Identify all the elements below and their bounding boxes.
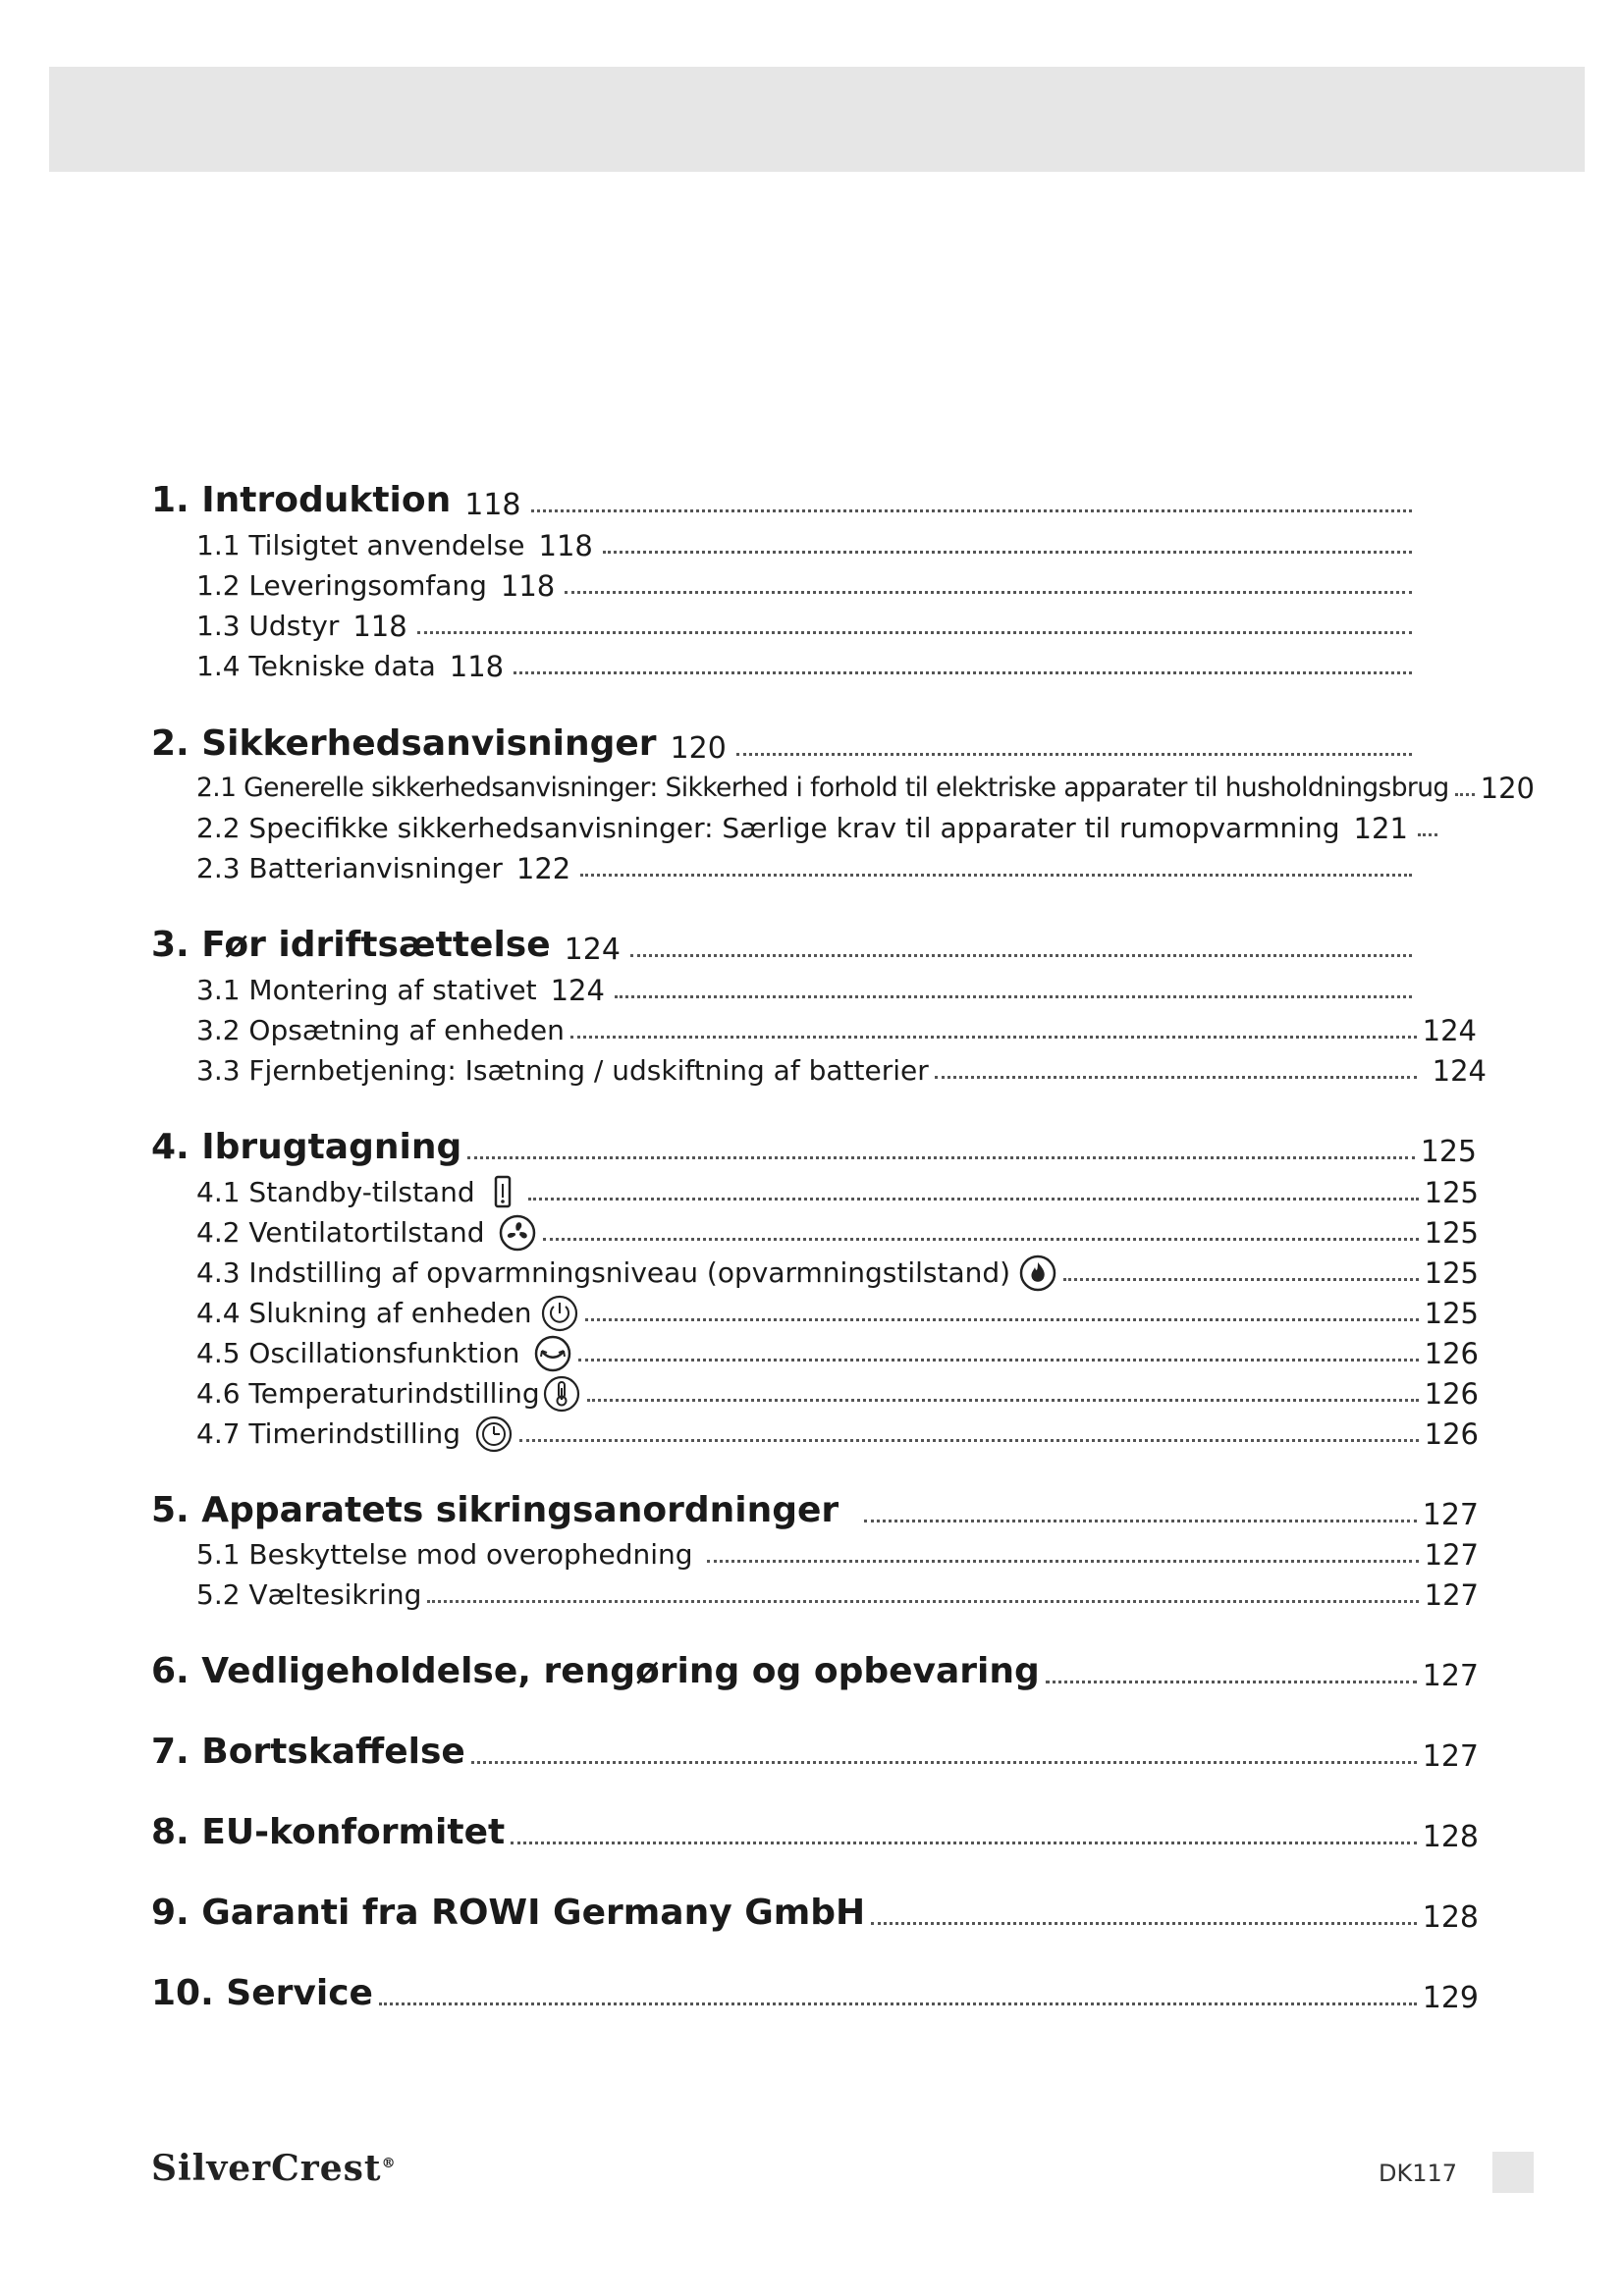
page-number: 125 (1424, 1216, 1479, 1250)
standby-icon (483, 1173, 522, 1212)
dot-leader (864, 1520, 1417, 1522)
dot-leader (531, 509, 1413, 512)
dot-leader (578, 1359, 1418, 1362)
section-title: 5. Apparatets sikringsanordninger (151, 1490, 839, 1530)
page-number: 120 (670, 731, 727, 766)
item-label: 1.2 Leveringsomfang (196, 569, 487, 602)
section-title: 2. Sikkerhedsanvisninger (151, 723, 657, 764)
page-number: 128 (1422, 1820, 1479, 1854)
item-label: 4.7 Timerindstilling (196, 1417, 460, 1450)
section-title: 8. EU-konformitet (151, 1812, 506, 1852)
toc-section-7[interactable] (151, 1725, 1479, 1774)
toc-item-4-7[interactable] (196, 1414, 1479, 1451)
section-title: 9. Garanti fra ROWI Germany GmbH (151, 1893, 866, 1933)
flame-icon (1018, 1254, 1057, 1293)
clock-icon (474, 1415, 514, 1454)
page-number: 120 (1480, 772, 1535, 805)
brand-logo (151, 2148, 397, 2189)
page-number: 127 (1422, 1659, 1479, 1693)
header-band (49, 67, 1585, 172)
toc-item-4-6[interactable] (196, 1373, 1479, 1411)
item-label: 4.3 Indstilling af opvarmningsniveau (opvarmningstilstand) (196, 1256, 1011, 1289)
dot-leader (585, 1318, 1419, 1321)
page-number: 126 (1424, 1417, 1479, 1451)
dot-leader (1418, 833, 1437, 836)
page-number: 126 (1424, 1337, 1479, 1370)
item-label: 4.2 Ventilatortilstand (196, 1216, 485, 1249)
toc-section-9[interactable] (151, 1886, 1479, 1935)
corner-tab (1492, 2152, 1534, 2193)
dot-leader (707, 1560, 1419, 1563)
toc-item-1-4[interactable] (196, 646, 1418, 683)
dot-leader (935, 1076, 1417, 1079)
page-number: 126 (1424, 1377, 1479, 1411)
page-number: 122 (515, 852, 571, 885)
power-icon (540, 1294, 579, 1333)
section-title: 10. Service (151, 1973, 373, 2013)
item-label: 1.3 Udstyr (196, 610, 340, 642)
item-label: 3.2 Opsætning af enheden (196, 1014, 565, 1046)
item-label: 1.4 Tekniske data (196, 650, 436, 682)
section-title: 6. Vedligeholdelse, rengøring og opbevaring (151, 1651, 1040, 1691)
dot-leader (514, 671, 1412, 674)
toc-item-5-1[interactable] (196, 1534, 1479, 1572)
dot-leader (379, 2002, 1417, 2005)
toc-item-2-1[interactable] (196, 768, 1535, 805)
brand-name: SilverCrest (151, 2148, 382, 2189)
dot-leader (519, 1439, 1419, 1442)
page-number: 129 (1422, 1981, 1479, 2015)
section-title: 4. Ibrugtagning (151, 1127, 462, 1167)
section-title: 1. Introduktion (151, 480, 452, 520)
toc-section-5[interactable] (151, 1483, 1479, 1532)
item-label: 2.1 Generelle sikkerhedsanvisninger: Sikkerhed i forhold til elektriske apparater til husholdningsbrug (196, 773, 1449, 803)
dot-leader (543, 1238, 1418, 1241)
item-label: 4.6 Temperaturindstilling (196, 1377, 540, 1410)
dot-leader (427, 1600, 1418, 1603)
toc-item-5-2[interactable] (196, 1575, 1479, 1612)
dot-leader (528, 1198, 1419, 1201)
item-label: 2.2 Specifikke sikkerhedsanvisninger: Særlige krav til apparater til rumopvarmning (196, 812, 1340, 844)
page-number: 124 (564, 933, 621, 967)
page-number: 125 (1424, 1297, 1479, 1330)
dot-leader (587, 1399, 1419, 1402)
item-label: 1.1 Tilsigtet anvendelse (196, 529, 525, 561)
page-number: 124 (550, 974, 605, 1007)
page-number: 128 (1422, 1900, 1479, 1935)
page-number: 124 (1422, 1014, 1477, 1047)
oscillation-icon (533, 1334, 572, 1373)
fan-icon (498, 1213, 537, 1253)
dot-leader (1063, 1278, 1419, 1281)
toc-item-3-3[interactable] (196, 1050, 1487, 1088)
dot-leader (565, 591, 1412, 594)
page-number: 127 (1422, 1498, 1479, 1532)
dot-leader (615, 995, 1412, 998)
toc-section-1[interactable] (151, 473, 1418, 522)
dot-leader (467, 1156, 1415, 1159)
page-number: 124 (1432, 1054, 1487, 1088)
page-number: 125 (1424, 1256, 1479, 1290)
section-title: 3. Før idriftsættelse (151, 925, 551, 965)
toc-section-3[interactable] (151, 918, 1418, 967)
toc-section-8[interactable] (151, 1805, 1479, 1854)
dot-leader (603, 551, 1412, 554)
page-number: 118 (538, 529, 593, 562)
dot-leader (630, 954, 1412, 957)
dot-leader (736, 753, 1412, 756)
page-number: 118 (464, 488, 521, 522)
page-number: 127 (1424, 1578, 1479, 1612)
dot-leader (570, 1036, 1417, 1039)
dot-leader (1455, 793, 1475, 796)
dot-leader (871, 1922, 1417, 1925)
toc-item-4-1[interactable] (196, 1172, 1479, 1209)
toc-section-4[interactable] (151, 1120, 1477, 1169)
toc-item-3-1[interactable] (196, 970, 1418, 1007)
registered-mark: ® (381, 2156, 397, 2171)
toc-section-2[interactable] (151, 717, 1418, 766)
toc-item-4-2[interactable] (196, 1212, 1479, 1250)
item-label: 5.2 Væltesikring (196, 1578, 422, 1611)
item-label: 4.4 Slukning af enheden (196, 1297, 532, 1329)
dot-leader (580, 874, 1412, 877)
item-label: 2.3 Batterianvisninger (196, 852, 503, 884)
toc-section-10[interactable] (151, 1966, 1479, 2015)
toc-item-4-4[interactable] (196, 1293, 1479, 1330)
toc-item-1-3[interactable] (196, 606, 1418, 643)
dot-leader (511, 1842, 1417, 1844)
page-number: 118 (352, 610, 407, 643)
page-number: 118 (449, 650, 505, 683)
toc-item-2-2[interactable] (196, 808, 1418, 845)
page-number: 118 (500, 569, 556, 603)
section-title: 7. Bortskaffelse (151, 1732, 465, 1772)
toc-item-2-3[interactable] (196, 848, 1418, 885)
thermometer-icon (542, 1374, 581, 1414)
page-number: 121 (1353, 812, 1408, 845)
page-number: 127 (1422, 1739, 1479, 1774)
page-number: 127 (1424, 1538, 1479, 1572)
toc-item-4-3[interactable] (196, 1253, 1479, 1290)
page-number: 125 (1420, 1135, 1477, 1169)
toc-item-1-1[interactable] (196, 525, 1418, 562)
toc-item-4-5[interactable] (196, 1333, 1479, 1370)
item-label: 4.5 Oscillationsfunktion (196, 1337, 520, 1369)
page-number: 125 (1424, 1176, 1479, 1209)
item-label: 4.1 Standby-tilstand (196, 1176, 475, 1208)
item-label: 5.1 Beskyttelse mod overophedning (196, 1538, 693, 1571)
dot-leader (417, 631, 1412, 634)
toc-section-6[interactable] (151, 1644, 1479, 1693)
item-label: 3.1 Montering af stativet (196, 974, 537, 1006)
dot-leader (471, 1761, 1417, 1764)
page-label: DK117 (1379, 2160, 1458, 2187)
toc-item-3-2[interactable] (196, 1010, 1477, 1047)
dot-leader (1046, 1681, 1417, 1683)
item-label: 3.3 Fjernbetjening: Isætning / udskiftning af batterier (196, 1054, 929, 1087)
toc-item-1-2[interactable] (196, 565, 1418, 603)
